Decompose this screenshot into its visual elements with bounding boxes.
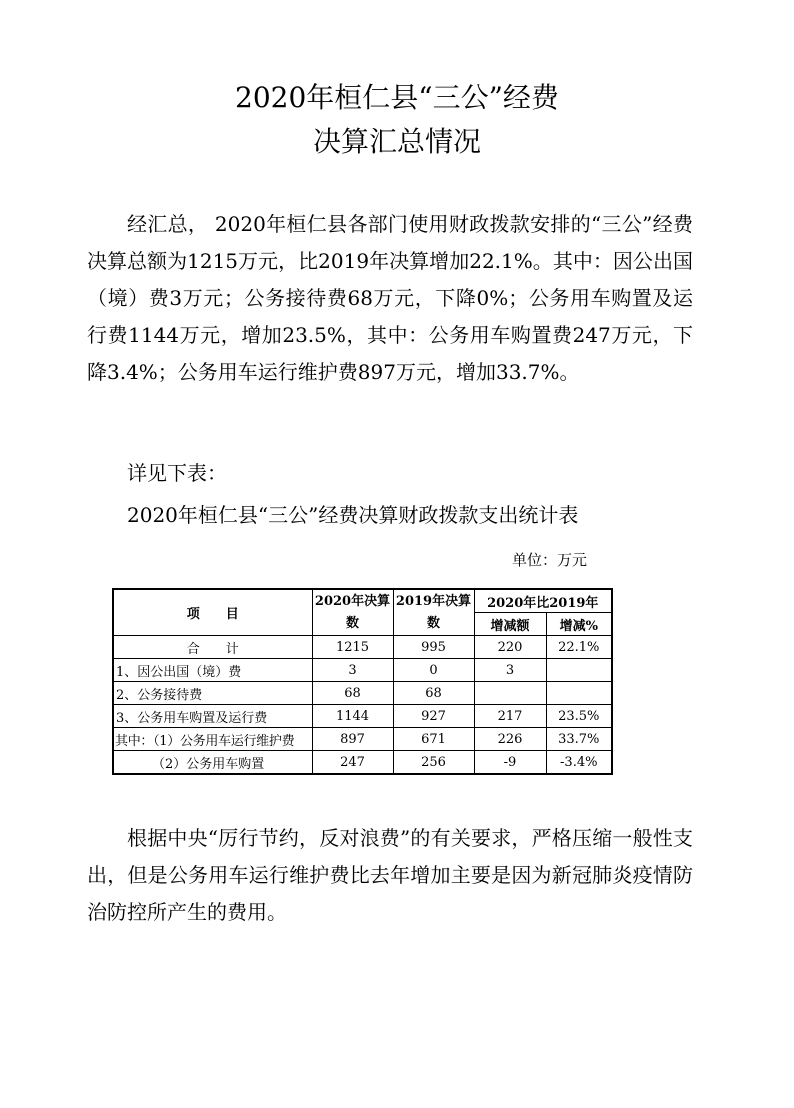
document-title-line-2: 决算汇总情况 [312,125,481,158]
row-pct [546,659,612,682]
document-title-line-1: 2020年桓仁县“三公”经费 [235,81,559,114]
table-row [113,705,612,728]
row-diff [474,682,546,705]
row-item: 合 计 [113,636,312,659]
row-2019: 68 [393,682,474,705]
expense-statistics-table [112,588,613,775]
table-row [113,728,612,751]
row-2020: 68 [312,682,393,705]
table-caption: 2020年桓仁县“三公”经费决算财政拨款支出统计表 [127,503,579,527]
row-item: 2、公务接待费 [113,682,312,705]
row-diff: 217 [474,705,546,728]
header-pct: 增减% [546,613,612,636]
table-row [113,682,612,705]
detail-line: 详见下表： [127,461,227,485]
header-2020: 2020年决算数 [312,589,393,636]
note-paragraph: 根据中央“厉行节约，反对浪费”的有关要求，严格压缩一般性支出，但是公务用车运行维护费比去年增加主要是因为新冠肺炎疫情防治防控所产生的费用。 [87,826,693,924]
row-2019: 256 [393,751,474,775]
row-2019: 995 [393,636,474,659]
header-2019: 2019年决算数 [393,589,474,636]
row-item: 其中：（1）公务用车运行维护费 [113,728,312,751]
row-pct: 23.5% [546,705,612,728]
row-2019: 0 [393,659,474,682]
row-2020: 3 [312,659,393,682]
row-2019: 927 [393,705,474,728]
row-2020: 1144 [312,705,393,728]
row-2020: 1215 [312,636,393,659]
row-2020: 247 [312,751,393,775]
row-diff: -9 [474,751,546,775]
header-item: 项 目 [113,589,312,636]
row-2020: 897 [312,728,393,751]
header-compare: 2020年比2019年 [474,589,612,613]
row-diff: 220 [474,636,546,659]
summary-paragraph: 经汇总， 2020年桓仁县各部门使用财政拨款安排的“三公”经费决算总额为1215万元，比2019年决算增加22.1%。其中：因公出国（境）费3万元；公务接待费68万元，下降0%；公务用车购置及运行费1144万元，增加23.5%，其中：公务用车购置费247万元，下降3.4%；公务用车运行维护费897万元，增加33.7%。 [87,212,693,384]
row-item: 1、因公出国（境）费 [113,659,312,682]
row-pct: 33.7% [546,728,612,751]
row-diff: 3 [474,659,546,682]
header-diff: 增减额 [474,613,546,636]
row-diff: 226 [474,728,546,751]
table-row [113,751,612,775]
row-2019: 671 [393,728,474,751]
row-item: 3、公务用车购置及运行费 [113,705,312,728]
table-row [113,659,612,682]
row-pct: -3.4% [546,751,612,775]
row-item: （2）公务用车购置 [113,751,312,775]
unit-label: 单位：万元 [512,551,588,569]
row-pct: 22.1% [546,636,612,659]
row-pct [546,682,612,705]
table-header-row-1 [113,589,612,613]
table-row [113,636,612,659]
